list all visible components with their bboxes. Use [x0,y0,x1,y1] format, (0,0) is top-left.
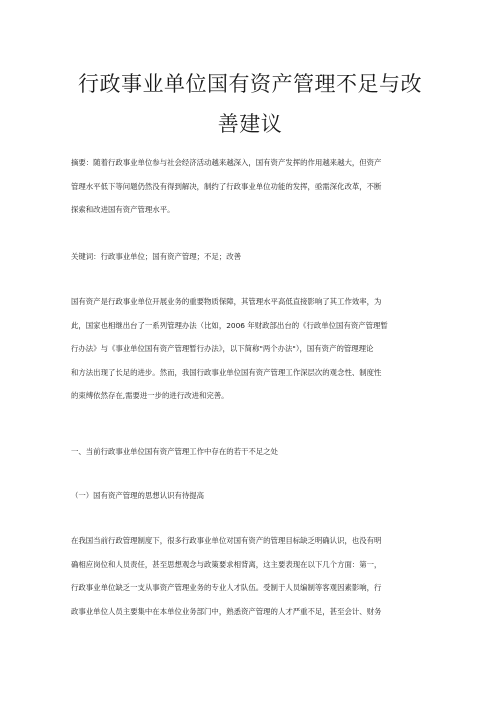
keywords: 关键词：行政事业单位；国有资产管理；不足；改善 [71,252,241,261]
body-line: 政事业单位人员主要集中在本单位业务部门中，熟悉资产管理的人才严重不足，甚至会计、财务 [71,606,382,616]
abstract-line: 摘要：随着行政事业单位参与社会经济活动越来越深入，国有资产发挥的作用越来越大，但资产 [71,158,382,167]
intro-line: 的束缚依然存在,需要进一步的进行改进和完善。 [71,391,229,400]
title-line: 善建议 [217,112,283,136]
body-paragraph [71,529,435,623]
abstract [71,151,435,222]
abstract-line: 探索和改进国有资产管理水平。 [71,205,175,214]
intro-paragraph [71,290,435,408]
subsection-heading: （一）国有资产管理的思想认识有待提高 [71,491,205,500]
intro-line: 国有资产是行政事业单位开展业务的重要物质保障，其管理水平高低直接影响了其工作效率，为 [71,297,382,306]
body-line: 在我国当前行政管理制度下，很多行政事业单位对国有资产的管理目标缺乏明确认识，也没有明 [71,536,382,545]
abstract-line: 管理水平低下等问题仍然没有得到解决，制约了行政事业单位功能的发挥，亟需深化改革，不断 [71,181,382,191]
intro-line: 此，国家也相继出台了一系列管理办法（比如，2006 年财政部出台的《行政单位国有资产管理暂 [71,320,388,330]
body-line: 行政事业单位缺乏一支从事资产管理业务的专业人才队伍。受制于人员编制等客观因素影响，行 [71,583,382,592]
intro-line: 行办法》与《事业单位国有资产管理暂行办法》，以下简称"两个办法"），国有资产的管理理论 [71,344,374,353]
body-line: 确相应岗位和人员责任，甚至思想观念与政策要求相背离，这主要表现在以下几个方面：第一， [71,559,382,569]
document-title [58,64,442,144]
section-heading: 一、当前行政事业单位国有资产管理工作中存在的若干不足之处 [71,447,278,456]
title-line: 行政事业单位国有资产管理不足与改 [78,72,422,96]
intro-line: 和方法出现了长足的进步。然而，我国行政事业单位国有资产管理工作深层次的观念性、制度性 [71,367,382,377]
